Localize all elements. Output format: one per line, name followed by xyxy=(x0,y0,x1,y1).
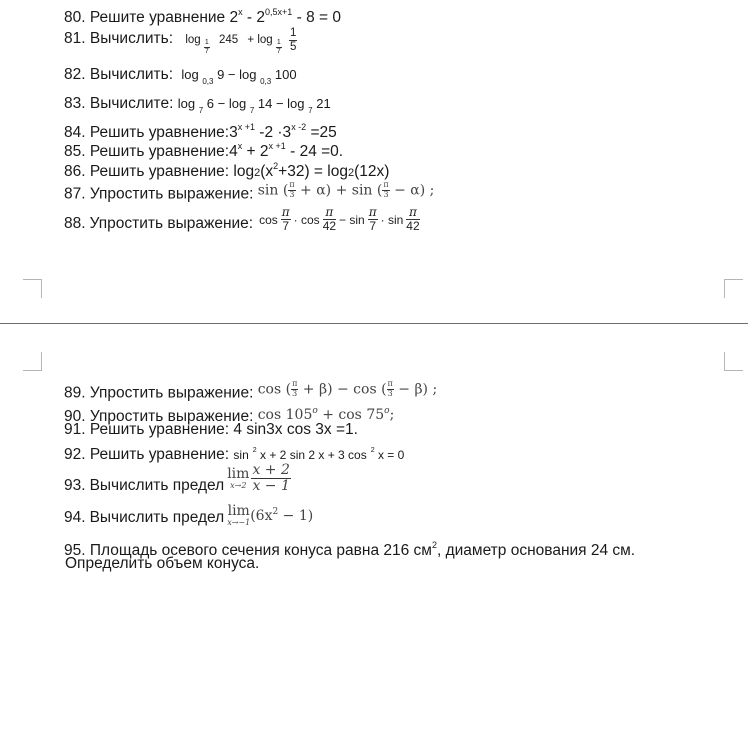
equation: sin $^2$ x + 2 sin 2 x + 3 cos $^2$ x = 0 xyxy=(233,447,405,462)
pi-over-42: $\frac{\pi}{42}$ xyxy=(322,205,337,234)
problem-number: 94. xyxy=(64,509,86,526)
page-break-divider xyxy=(0,323,748,324)
eq-part: - 8 = 0 xyxy=(292,9,341,26)
problem-text: Вычислить: xyxy=(89,30,174,48)
pi-over-7: $\frac{\pi}{7}$ xyxy=(281,205,290,234)
problem-text: Упростить выражение: xyxy=(89,215,254,233)
equation: $\log 2(x^2+32) = \log 2(12x)$ xyxy=(233,161,390,180)
problem-text: Решить уравнение: xyxy=(89,446,230,463)
equation xyxy=(229,3,341,27)
problem-number: 83. xyxy=(64,95,86,112)
problem-93 xyxy=(64,463,291,495)
cos-word: cos xyxy=(259,212,278,227)
limit-fraction: $\frac{x + 2}{x - 1}$ xyxy=(252,462,290,495)
problem-82 xyxy=(64,66,297,91)
problem-text-line-2: Определить объем конуса. xyxy=(65,555,260,572)
problem-83 xyxy=(64,95,331,120)
problem-88 xyxy=(64,206,420,233)
limit-expression xyxy=(227,504,313,527)
problem-text: Вычислить: xyxy=(89,66,174,83)
log-expression: log $_{0,3}$ 9 − log $_{0,3}$ 100 xyxy=(181,67,297,86)
problem-number: 81. xyxy=(64,30,86,48)
problem-number: 88. xyxy=(64,215,86,233)
problem-87 xyxy=(64,181,434,203)
problem-number: 90. xyxy=(64,408,86,425)
problem-number: 85. xyxy=(64,143,86,160)
problem-number: 87. xyxy=(64,185,86,203)
minus-sin: − sin xyxy=(339,212,365,227)
problem-89 xyxy=(64,380,437,402)
eq-part: 2 xyxy=(229,9,239,26)
problem-94 xyxy=(64,504,313,527)
page-corner-mark-top-left xyxy=(23,352,42,371)
problem-number: 80. xyxy=(64,9,86,26)
log-base-fraction: $\frac{1}{7}$ xyxy=(276,39,281,56)
equation: $4^x + 2^{x +1} - 24 =0$. xyxy=(229,141,344,160)
trig-expression: $\cos 105^o + \cos 75^o$; xyxy=(257,406,395,423)
problem-text: Решите уравнение xyxy=(89,9,226,26)
equation: 4 sin3x cos 3x =1. xyxy=(233,421,358,438)
dot-sin: · sin xyxy=(380,212,404,227)
page-corner-mark-bottom-left xyxy=(23,279,42,298)
problem-81 xyxy=(64,27,297,56)
problem-number: 84. xyxy=(64,124,86,141)
dot-cos: · cos xyxy=(293,212,320,227)
eq-exponent: x xyxy=(238,7,243,17)
trig-expression: sin ( $\frac{\pi}{3}$ + α) + sin ( $\frac{\pi}{3}$ − α) ; xyxy=(257,180,435,199)
log-expression: log $_7$ 6 − log $_7$ 14 − log $_7$ 21 xyxy=(177,96,331,115)
problem-number: 86. xyxy=(64,163,86,180)
problem-80 xyxy=(64,3,341,27)
problem-number: 92. xyxy=(64,446,86,463)
trig-product-expression xyxy=(259,206,420,233)
problem-number: 93. xyxy=(64,476,86,494)
trig-expression: cos ( $\frac{\pi}{3}$ + β) − cos ( $\frac{\pi}{3}$ − β) ; xyxy=(257,379,438,398)
problem-number: 95. xyxy=(64,542,86,559)
problem-text: Вычислите: xyxy=(89,95,174,112)
problem-91 xyxy=(64,421,358,439)
limit-expression xyxy=(227,463,291,495)
log-word: log xyxy=(185,34,201,47)
problem-number: 89. xyxy=(64,384,86,402)
eq-part: - 2 xyxy=(242,9,266,26)
problem-text: Упростить выражение: xyxy=(89,185,254,203)
problem-text: Решить уравнение: xyxy=(89,124,230,141)
pi-over-42: $\frac{\pi}{42}$ xyxy=(406,205,420,234)
problem-95-continued xyxy=(65,555,259,573)
problem-text: Решить уравнение: xyxy=(89,143,230,160)
problem-text: Упростить выражение: xyxy=(89,408,254,425)
problem-text: Площадь осевого сечения конуса равна 216 $см^2$, диаметр основания 24 см. xyxy=(89,540,636,559)
problem-text: Вычислить предел xyxy=(89,509,225,526)
log-argument-fraction: $\frac{1}{5}$ xyxy=(289,27,297,53)
problem-text: Решить уравнение: xyxy=(89,163,230,180)
page-corner-mark-top-right xyxy=(724,352,743,371)
log-expression xyxy=(185,27,297,56)
pi-over-7: $\frac{\pi}{7}$ xyxy=(368,205,377,234)
page-corner-mark-bottom-right xyxy=(724,279,743,298)
problem-number: 82. xyxy=(64,66,86,83)
log-argument: 245 xyxy=(219,34,239,47)
log-word: + log xyxy=(247,34,273,47)
problem-text: Упростить выражение: xyxy=(89,384,254,402)
problem-text: Вычислить предел xyxy=(89,476,225,494)
eq-exponent: 0,5x+1 xyxy=(265,7,293,17)
limit-argument: $(6x^2 - 1)$ xyxy=(250,507,314,524)
limit-operator: lim x→−1 xyxy=(227,503,251,527)
problem-92 xyxy=(64,442,404,464)
problem-text: Решить уравнение: xyxy=(89,421,230,438)
problem-number: 91. xyxy=(64,421,86,438)
log-base-fraction: $\frac{1}{7}$ xyxy=(204,39,209,56)
equation: $3^{x +1}$ $-2 \cdot 3^{x -2} =25$ xyxy=(229,122,337,141)
limit-operator: lim x→2 xyxy=(227,466,250,491)
problem-86 xyxy=(64,157,389,182)
